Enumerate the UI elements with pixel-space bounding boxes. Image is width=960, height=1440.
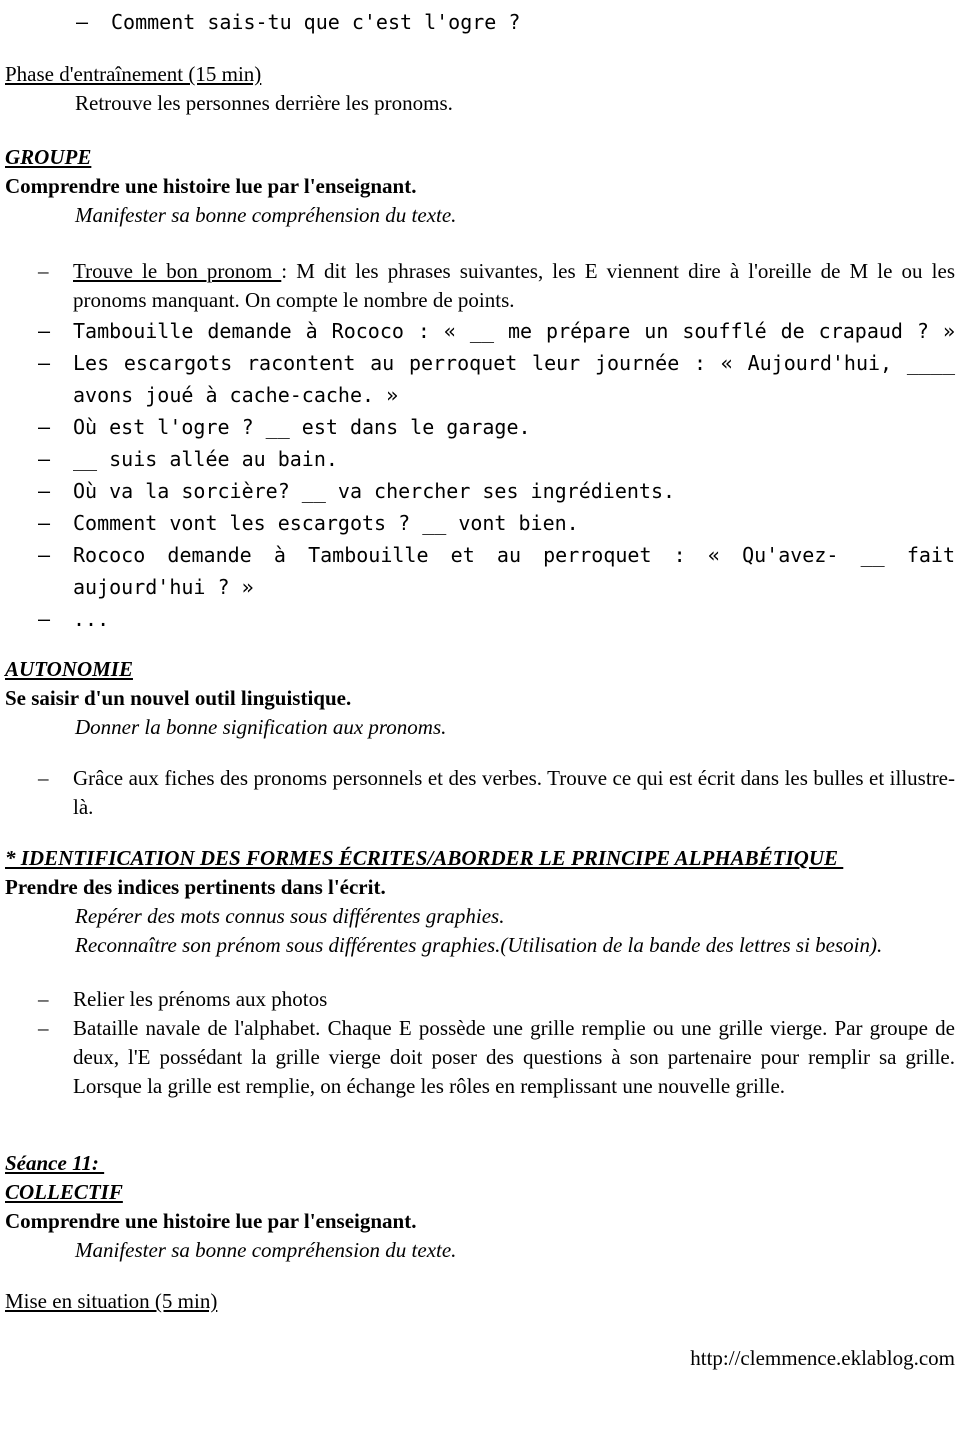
dash-marker: – — [38, 511, 51, 535]
activity-label-underlined: Trouve le bon pronom — [73, 259, 282, 283]
groupe-sub-objective: Manifester sa bonne compréhension du texte. — [75, 203, 457, 227]
identification-activity-item — [38, 985, 955, 1014]
dash-marker: – — [38, 479, 51, 503]
example-text: Comment vont les escargots ? __ vont bien. — [73, 511, 579, 535]
autonomie-objective: Se saisir d'un nouvel outil linguistique. — [5, 686, 352, 710]
activity-text: Grâce aux fiches des pronoms personnels et des verbes. Trouve ce qui est écrit dans les bulles et illustre-là. — [73, 766, 955, 819]
pronoun-example-item — [38, 475, 955, 507]
dash-marker: – — [38, 259, 49, 283]
dash-marker: – — [76, 10, 89, 34]
activity-description: : M dit les phrases suivantes, les E viennent dire à l'oreille de M le ou les pronoms manquant. On compte le nombre de points. — [73, 259, 955, 312]
identification-sub-objective: Reconnaître son prénom sous différentes graphies.(Utilisation de la bande des lettres si besoin). — [75, 933, 883, 957]
example-text: Tambouille demande à Rococo : « __ me prépare un soufflé de crapaud ? » — [73, 319, 955, 343]
groupe-activity-item — [38, 257, 955, 315]
dash-marker: – — [38, 607, 51, 631]
pronoun-example-item — [38, 507, 955, 539]
dash-marker: – — [38, 447, 51, 471]
autonomie-heading: AUTONOMIE — [5, 657, 133, 681]
example-text: __ suis allée au bain. — [73, 447, 338, 471]
pronoun-example-item — [38, 603, 955, 635]
example-text: Où est l'ogre ? __ est dans le garage. — [73, 415, 531, 439]
pronoun-example-item — [38, 539, 955, 603]
pronoun-example-item — [38, 315, 955, 347]
identification-objective: Prendre des indices pertinents dans l'écrit. — [5, 875, 386, 899]
example-text: Rococo demande à Tambouille et au perroquet : « Qu'avez- __ fait aujourd'hui ? » — [73, 543, 955, 599]
phase-goal: Retrouve les personnes derrière les pronoms. — [75, 91, 453, 115]
seance-11-objective: Comprendre une histoire lue par l'enseignant. — [5, 1209, 417, 1233]
dash-marker: – — [38, 766, 49, 790]
pronoun-example-item — [38, 411, 955, 443]
dash-marker: – — [38, 987, 49, 1011]
dash-marker: – — [38, 351, 51, 375]
autonomie-sub-objective: Donner la bonne signification aux pronoms. — [75, 715, 447, 739]
dash-marker: – — [38, 543, 51, 567]
activity-text: Relier les prénoms aux photos — [73, 987, 328, 1011]
example-text: ... — [73, 607, 110, 631]
groupe-objective: Comprendre une histoire lue par l'enseignant. — [5, 174, 417, 198]
dash-marker: – — [38, 1016, 49, 1040]
carryover-list-item — [76, 6, 955, 38]
identification-sub-objective: Repérer des mots connus sous différentes graphies. — [75, 904, 505, 928]
dash-marker: – — [38, 319, 51, 343]
phase-entrainement-heading: Phase d'entraînement (15 min) — [5, 62, 262, 86]
activity-text: Bataille navale de l'alphabet. Chaque E possède une grille remplie ou une grille vierge. Par groupe de deux, l'E possédant la grille vierge doit poser des questions à son partenaire pour remplir sa grille. Lorsque la grille est remplie, on échange les rôles en remplissant une nouvelle grille. — [73, 1016, 955, 1098]
identification-heading: * IDENTIFICATION DES FORMES ÉCRITES/ABORDER LE PRINCIPE ALPHABÉTIQUE — [5, 846, 844, 870]
footer-url: http://clemmence.eklablog.com — [690, 1346, 955, 1370]
groupe-heading: GROUPE — [5, 145, 92, 169]
identification-activity-item — [38, 1014, 955, 1101]
mise-en-situation-heading: Mise en situation (5 min) — [5, 1289, 218, 1313]
seance-11-heading: Séance 11: — [5, 1151, 105, 1175]
autonomie-activity-item — [38, 764, 955, 822]
dash-marker: – — [38, 415, 51, 439]
page-footer — [5, 1344, 955, 1373]
seance-11-sub-objective: Manifester sa bonne compréhension du texte. — [75, 1238, 457, 1262]
pronoun-example-item — [38, 347, 955, 411]
example-text: Où va la sorcière? __ va chercher ses ingrédients. — [73, 479, 676, 503]
pronoun-example-item — [38, 443, 955, 475]
example-text: Les escargots racontent au perroquet leur journée : « Aujourd'hui, ____ avons joué à cache-cache. » — [73, 351, 955, 407]
carryover-question-text: Comment sais-tu que c'est l'ogre ? — [111, 10, 521, 34]
collectif-heading: COLLECTIF — [5, 1180, 123, 1204]
